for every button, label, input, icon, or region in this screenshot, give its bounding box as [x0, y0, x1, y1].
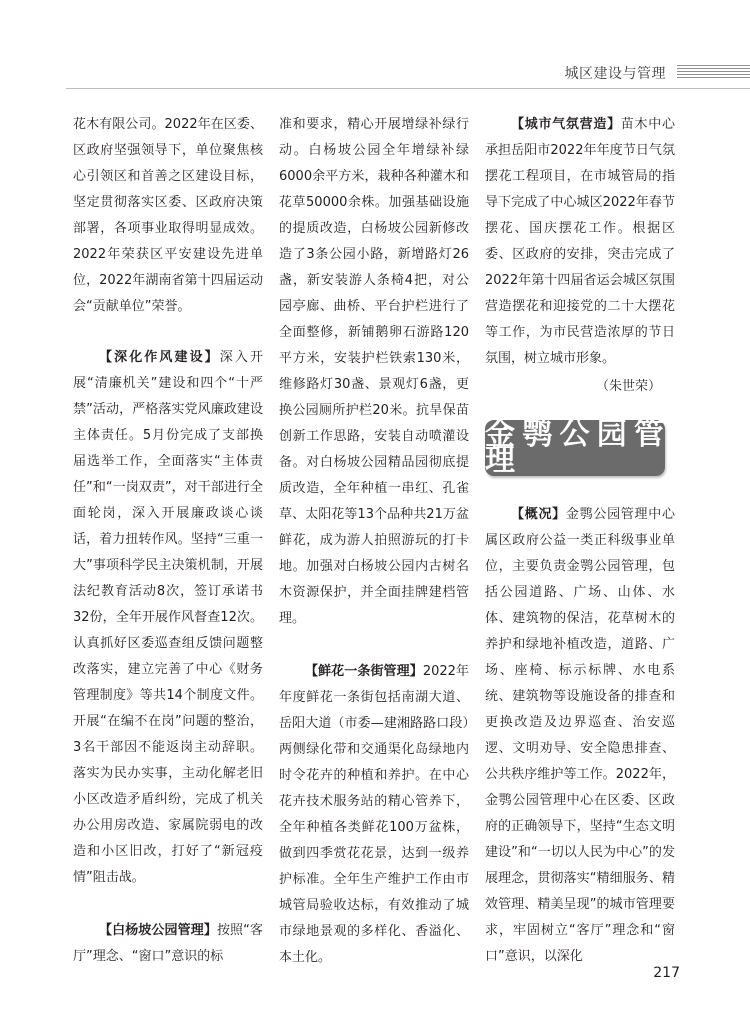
section-body-city-atmosphere: 苗木中心承担岳阳市2022年年度节日气氛摆花工程项目，在市城管局的指导下完成了中心城区2022年春节摆花、国庆摆花工作。根据区委、区政府的安排，突击完成了2022年第十四届省运会城区氛围营造摆花和迎接党的二十大摆花等工作，为市民营造浓厚的节日氛围，树立城市形象。 [485, 117, 675, 366]
paragraph-baiyangpo-continuation: 准和要求，精心开展增绿补绿行动。白杨坡公园全年增绿补绿6000余平方米，栽种各种灌木和花草50000余株。加强基础设施的提质改造，白杨坡公园新修改造了3条公园小路，新增路灯26盏，新安装游人条椅4把，对公园亭廊、曲桥、平台护栏进行了全面整修，新铺鹅卵石游路120平方米，安装护栏铁索130米，维修路灯30盏、景观灯6盏，更换公园厕所护栏20米。抗旱保苗创新工作思路，安装自动喷灌设备。对白杨坡公园精品园彻底提质改造，全年种植一串红、孔雀草、太阳花等13个品种共21万盆鲜花，成为游人拍照游玩的打卡地。加强对白杨坡公园内古树名木资源保护，并全面挂牌建档管理。 [279, 117, 469, 626]
section-body-deepen-work-style: 深入开展“清廉机关”建设和四个“十严禁”活动，严格落实党风廉政建设主体责任。5月份完成了支部换届选举工作，全面落实“主体责任”和“一岗双责”，对干部进行全面轮岗，深入开展廉政谈心谈话，着力扭转作风。坚持“三重一大”事项科学民主决策机制，开展法纪教育活动8次，签订承诺书32份，全年开展作风督查12次。认真抓好区委巡查组反馈问题整改落实，建立完善了中心《财务管理制度》等共14个制度文件。开展“在编不在岗”问题的整治，3名干部因不能返岗主动辞职。落实为民办实事，主动化解老旧小区改造矛盾纠纷，完成了机关办公用房改造、家属院弱电的改造和小区旧改，打好了“新冠疫情”阻击战。 [73, 350, 263, 885]
header-divider [66, 88, 750, 89]
text-column-1 [73, 112, 263, 970]
paragraph-deepen-work-style [73, 345, 263, 891]
section-body-flower-street: 2022年年度鲜花一条街包括南湖大道、岳阳大道（市委—建湘路路口段）两侧绿化带和交通渠化岛绿地内时令花卉的种植和养护。在中心花卉技术服务站的精心管养下，全年种植各类鲜花100万盆株，做到四季赏花花景，达到一级养护标准。全年生产维护工作由市城管局验收达标，有效推动了城市绿地景观的多样化、香溢化、本土化。 [279, 664, 469, 965]
section-body-overview: 金鹗公园管理中心属区政府公益一类正科级事业单位，主要负责金鹗公园管理，包括公园道路、广场、山体、水体、建筑物的保洁，花草树木的养护和绿地补植改造，道路、广场、座椅、标示标牌、水电系统、建筑物等设施设备的排查和更换改造及边界巡查、治安巡逻、文明劝导、安全隐患排查、公共秩序维护等工作。2022年，金鹗公园管理中心在区委、区政府的正确领导下，坚持“生态文明建设”和“一切以人民为中心”的发展理念，贯彻落实“精细服务、精效管理、精美呈现”的城市管理要求，牢固树立“客厅”理念和“窗口”意识，以深化 [485, 507, 675, 964]
paragraph-overview [485, 502, 675, 970]
section-heading-overview: 【概况】 [511, 507, 566, 522]
paragraph-continuation: 花木有限公司。2022年在区委、区政府坚强领导下，单位聚焦核心引领区和首善之区建设目标，坚定贯彻落实区委、区政府决策部署，各项事业取得明显成效。2022年荣获区平安建设先进单位，2022年湖南省第十四届运动会“贡献单位”荣誉。 [73, 117, 263, 314]
section-heading-baiyangpo-park: 【白杨坡公园管理】 [99, 923, 217, 938]
header-stripes-decoration [677, 65, 750, 80]
section-heading-deepen-work-style: 【深化作风建设】 [99, 350, 220, 365]
paragraph-flower-street [279, 659, 469, 971]
section-body-baiyangpo-park: 按照“客厅”理念、“窗口”意识的标 [73, 923, 263, 964]
text-column-3 [485, 112, 675, 970]
paragraph-city-atmosphere [485, 112, 675, 372]
section-heading-city-atmosphere: 【城市气氛营造】 [511, 117, 621, 132]
page-number: 217 [653, 965, 680, 981]
chapter-banner: 金鹗公园管理 [485, 417, 665, 478]
author-signature: （朱世荣） [595, 379, 661, 394]
text-column-2 [279, 112, 469, 971]
section-heading-flower-street: 【鲜花一条街管理】 [305, 664, 423, 679]
paragraph-baiyangpo-park [73, 918, 263, 970]
running-header-title: 城区建设与管理 [564, 66, 666, 82]
